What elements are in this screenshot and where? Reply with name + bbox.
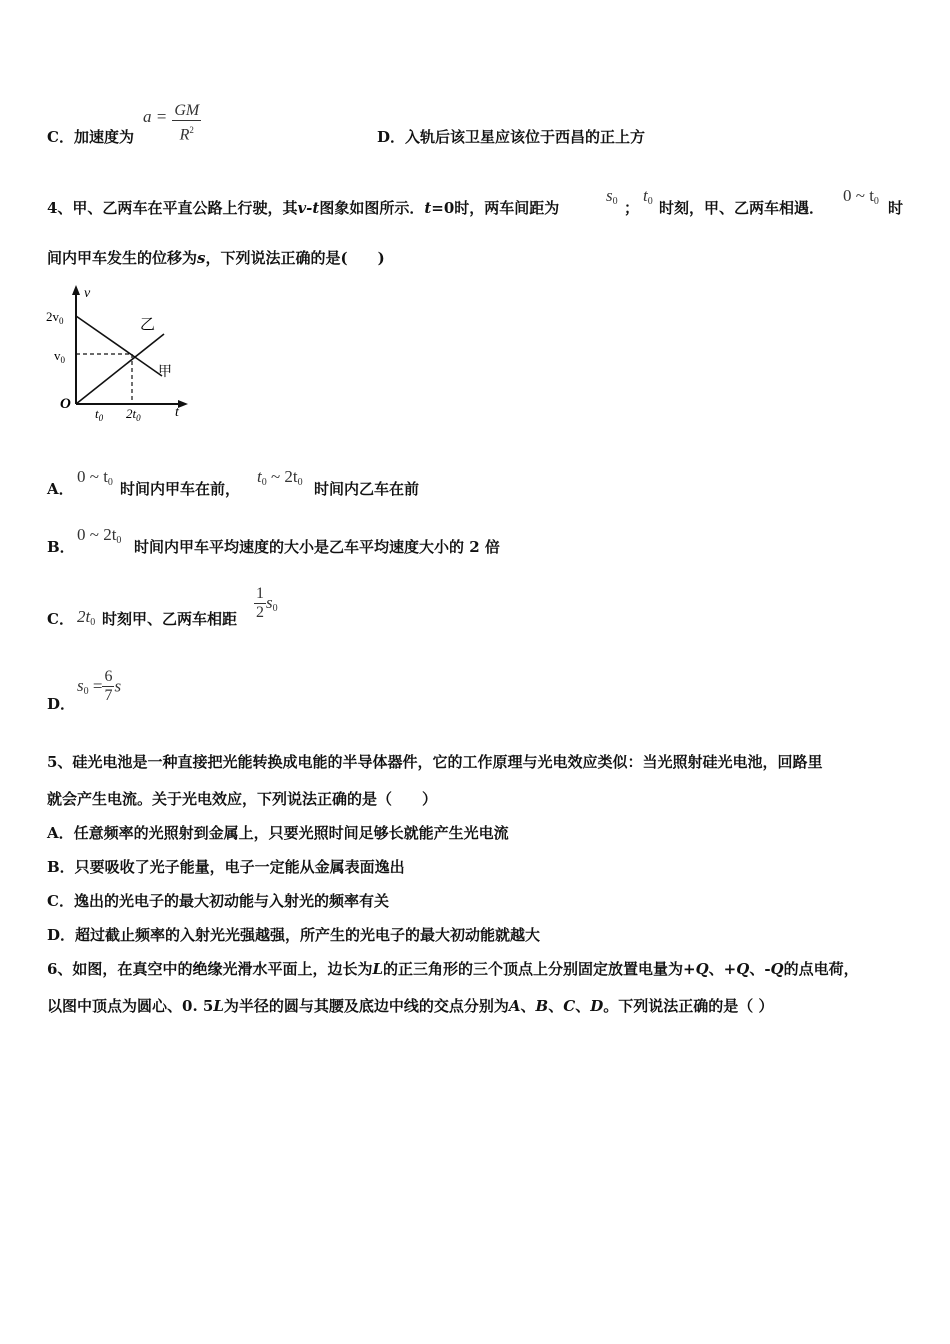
- q4-stem-text: 4、甲、乙两车在平直公路上行驶，其: [47, 199, 298, 217]
- subscript: 0: [612, 196, 618, 207]
- range-text: 0 ~ 2t: [77, 525, 117, 544]
- q4-option-d-formula: [77, 668, 121, 705]
- q4-option-b-range: [77, 525, 121, 546]
- q6-L-symbol: L: [213, 997, 224, 1015]
- q6-stem-text: 的点电荷，: [783, 960, 859, 978]
- q6-stem-text: 为半径的圆与其腰及底边中线的交点分别为: [223, 997, 509, 1015]
- q4-t-label: t: [424, 199, 432, 217]
- subscript: 0: [90, 617, 96, 628]
- q4-s-label: s: [197, 249, 206, 267]
- q4-option-d-label: D．: [47, 695, 76, 713]
- q4-option-c-time: [77, 607, 95, 628]
- x-tick-t0: $t_0$: [95, 406, 104, 423]
- t-axis-label: t: [175, 405, 179, 420]
- q4-stem-text: 间内甲车发生的位移为: [47, 249, 198, 267]
- q4-semicolon: ；: [624, 199, 640, 217]
- subscript: 0: [107, 477, 113, 488]
- denominator-base: R: [179, 126, 190, 144]
- q4-t0-symbol: [643, 186, 653, 207]
- formula-denominator: [172, 121, 201, 144]
- q4-stem-text: ，下列说法正确的是( ): [205, 249, 385, 267]
- subscript: 0: [647, 196, 653, 207]
- q6-charge-symbol: Q: [770, 960, 784, 978]
- option-text: 时间内甲车平均速度的大小是乙车平均速度大小的: [134, 538, 465, 556]
- q5-option-a: A．任意频率的光照射到金属上，只要光照时间足够长就能产生光电流: [47, 824, 509, 842]
- q6-stem-text: 。下列说法正确的是（ ）: [603, 997, 774, 1015]
- q4-s0-symbol: [606, 186, 618, 207]
- separator: 、+: [708, 960, 737, 978]
- range-text: 0 ~ t: [77, 467, 108, 486]
- q4-option-a-range-1: [77, 467, 113, 488]
- q4-stem-text: 时: [888, 199, 904, 217]
- x-tick-2t0: $2t_0$: [126, 406, 141, 423]
- q4-stem-text: =0时，两车间距为: [431, 199, 560, 217]
- q6-L-symbol: L: [372, 960, 383, 978]
- q6-point-label: D: [590, 997, 604, 1015]
- q6-stem-text: 6、如图，在真空中的绝缘光滑水平面上，边长为: [47, 960, 373, 978]
- q4-option-a-text-2: 时间内乙车在前: [314, 480, 420, 498]
- q5-stem-line-1: 5、硅光电池是一种直接把光能转换成电能的半导体器件，它的工作原理与光电效应类似：当光照射硅光电池，回路里: [47, 753, 823, 771]
- t-axis-arrow-icon: [178, 400, 188, 408]
- denominator: 7: [104, 687, 113, 704]
- q6-point-label: C: [563, 997, 576, 1015]
- option-text: 倍: [484, 538, 500, 556]
- q4-stem-line-2: [47, 249, 385, 267]
- formula-numerator: GM: [174, 102, 200, 119]
- s-symbol: s: [606, 186, 613, 205]
- formula-lhs: a =: [143, 106, 168, 126]
- q6-stem-text: 的正三角形的三个顶点上分别固定放置电量为+: [383, 960, 696, 978]
- q5-option-d: D．超过截止频率的入射光光强越强，所产生的光电子的最大初动能就越大: [47, 926, 541, 944]
- subscript: 0: [83, 686, 89, 697]
- y-tick-v0: $v_0$: [54, 348, 65, 365]
- separator: 、: [548, 997, 564, 1015]
- numerator: 6: [104, 668, 113, 685]
- q6-stem-text: 以图中顶点为圆心、0. 5: [47, 997, 214, 1015]
- s-symbol: s: [114, 676, 122, 696]
- separator: 、-: [749, 960, 771, 978]
- q4-stem-text: 时刻，甲、乙两车相遇．: [659, 199, 825, 217]
- v-axis-arrow-icon: [72, 285, 80, 295]
- s0-symbol: [77, 676, 89, 695]
- q5-stem-line-2: 就会产生电流。关于光电效应，下列说法正确的是（ ）: [47, 790, 438, 808]
- q4-option-b-text: [134, 538, 500, 556]
- q4-option-c-text: 时刻甲、乙两车相距: [102, 610, 238, 628]
- formula-fraction: [172, 102, 201, 144]
- denominator-exponent: 2: [189, 125, 194, 135]
- subscript: 0: [297, 477, 303, 488]
- q4-option-c-label: C．: [47, 610, 74, 628]
- q3-option-c: [47, 128, 134, 146]
- subscript: 0: [261, 477, 267, 488]
- q4-stem-text: 图象如图所示．: [319, 199, 425, 217]
- subscript: 0: [116, 535, 122, 546]
- q5-option-c: C．逸出的光电子的最大初动能与入射光的频率有关: [47, 892, 389, 910]
- q3-option-d: D．入轨后该卫星应该位于西昌的正上方: [377, 128, 646, 146]
- q3-option-c-label: C．加速度为: [47, 128, 134, 146]
- q4-option-a-range-2: [257, 467, 303, 488]
- q4-range-symbol: [843, 186, 879, 207]
- q4-option-a-text-1: 时间内甲车在前，: [120, 480, 241, 498]
- origin-label: O: [60, 396, 71, 412]
- s-symbol: s: [77, 676, 84, 695]
- q4-vt-graph: [40, 280, 200, 425]
- q5-option-b: B．只要吸收了光子能量，电子一定能从金属表面逸出: [47, 858, 405, 876]
- s-symbol: s: [266, 593, 273, 612]
- separator: 、: [520, 997, 536, 1015]
- jia-label: 甲: [158, 365, 172, 380]
- q6-stem-line-2: [47, 997, 773, 1015]
- v-axis-label: v: [84, 286, 91, 301]
- numerator: 1: [256, 585, 264, 602]
- t-symbol: t: [643, 186, 648, 205]
- range-text: 0 ~ t: [843, 186, 874, 205]
- multiplier: 2: [469, 538, 480, 556]
- q4-option-a-label: A．: [47, 480, 74, 498]
- q4-option-c-fraction: [254, 585, 278, 622]
- range-text: ~ 2t: [266, 467, 298, 486]
- q4-vt-label: v-t: [297, 199, 320, 217]
- q4-option-b-label: B．: [47, 538, 75, 556]
- q4-stem-line-1: [47, 199, 559, 217]
- separator: 、: [575, 997, 591, 1015]
- subscript: 0: [873, 196, 879, 207]
- t-symbol: t: [257, 467, 262, 486]
- denominator: 2: [256, 604, 264, 621]
- y-tick-2v0: $2v_0$: [46, 309, 64, 326]
- equals-sign: =: [88, 676, 103, 696]
- six-sevenths-fraction: [102, 668, 114, 705]
- q6-point-label: A: [508, 997, 521, 1015]
- s0-symbol: [266, 593, 278, 612]
- half-fraction: [254, 585, 266, 622]
- subscript: 0: [272, 603, 278, 614]
- q6-charge-symbol: Q: [695, 960, 709, 978]
- q6-charge-symbol: Q: [736, 960, 750, 978]
- q3-option-c-formula: [143, 102, 201, 144]
- q6-point-label: B: [535, 997, 549, 1015]
- t-symbol: 2t: [77, 607, 91, 626]
- yi-label: 乙: [140, 317, 156, 333]
- q6-stem-line-1: [47, 960, 859, 978]
